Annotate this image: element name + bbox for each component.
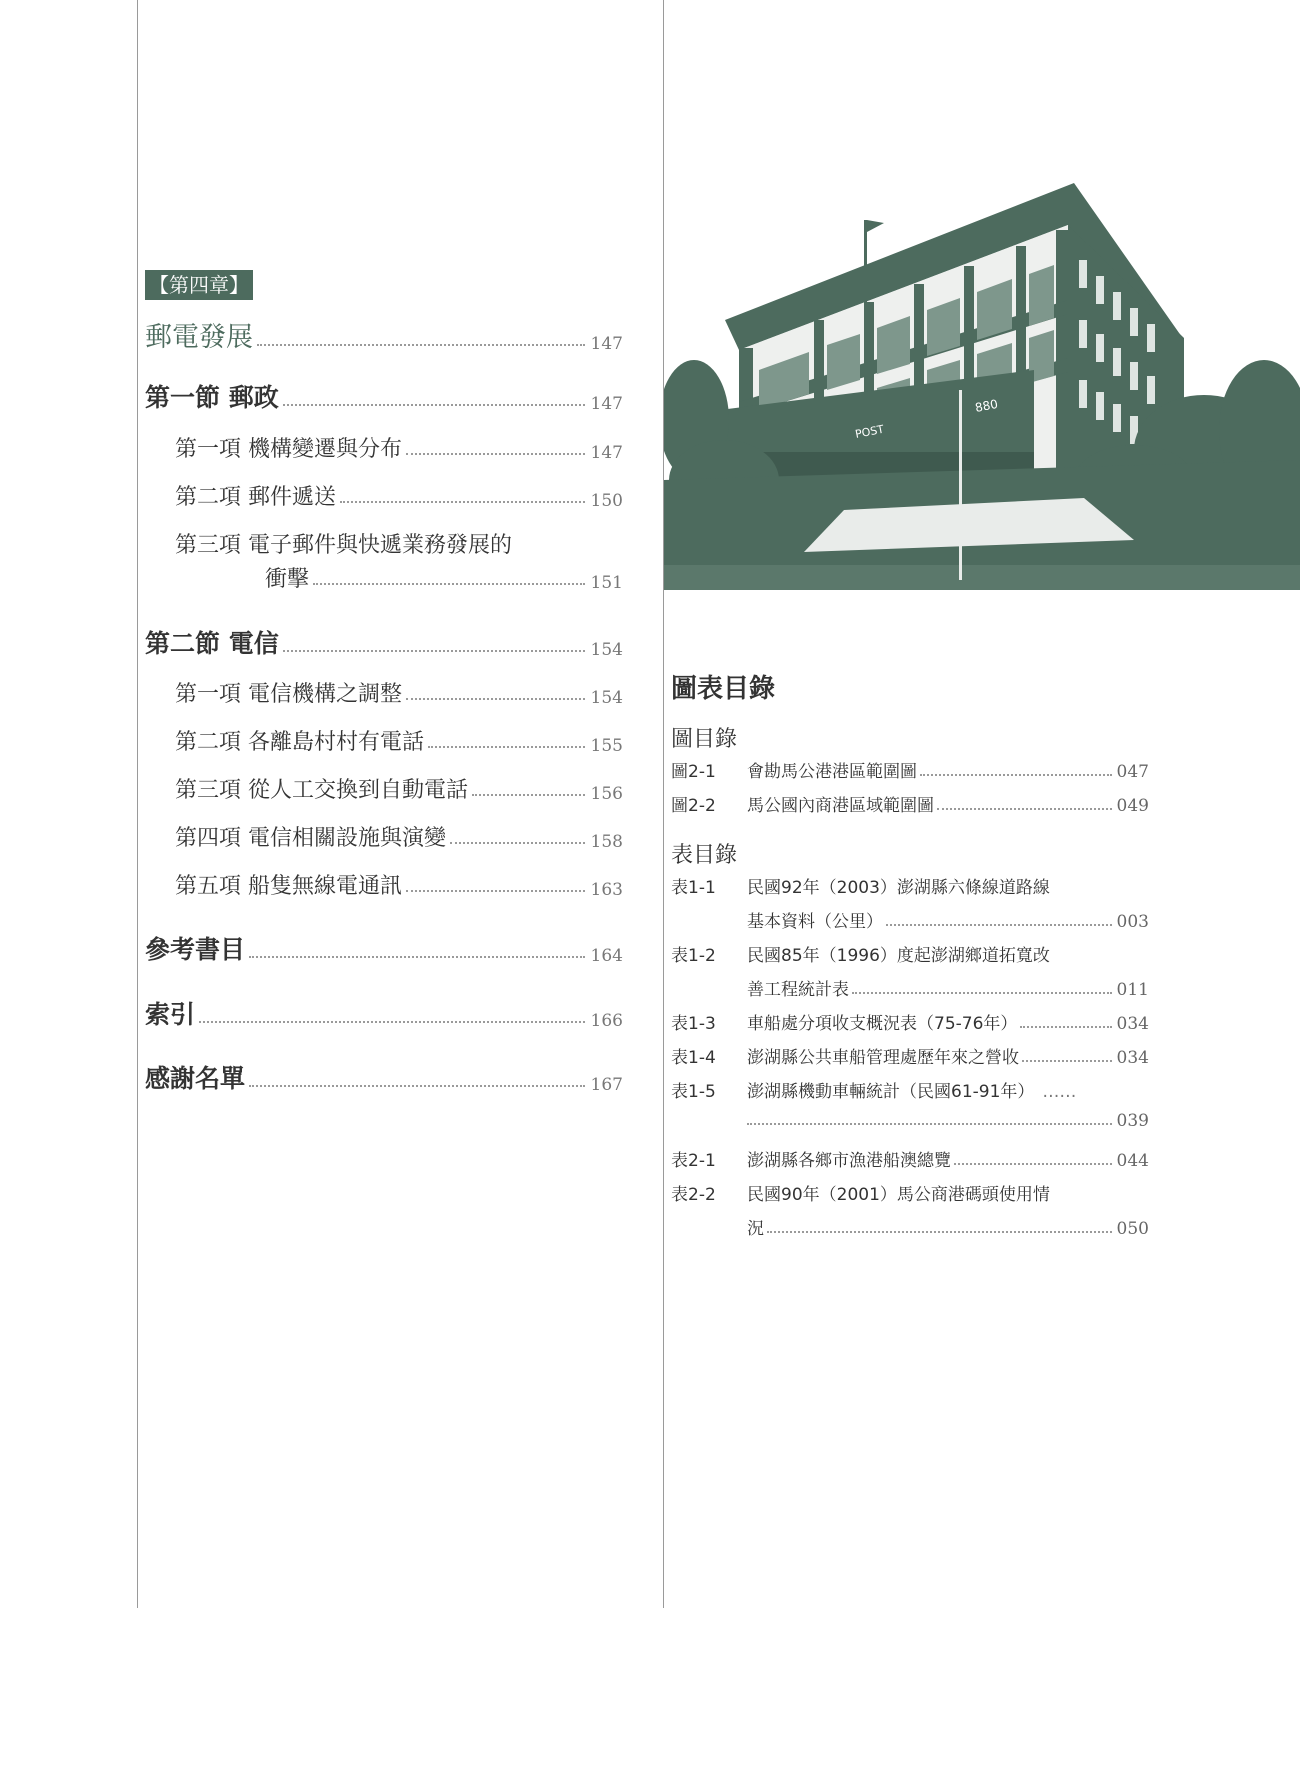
item-title: 第五項 船隻無線電通訊 — [175, 874, 402, 899]
chapter-label: 【第四章】 — [145, 270, 253, 300]
table-entry-line1[interactable] — [671, 941, 1149, 966]
page-number: 167 — [590, 1075, 623, 1095]
page-number: 049 — [1116, 796, 1149, 816]
dot-leader — [249, 1085, 585, 1087]
dot-leader — [428, 746, 585, 748]
dot-leader — [406, 698, 585, 700]
entry-title: 車船處分項收支概況表（75-76年） — [747, 1014, 1018, 1034]
page-number: 050 — [1116, 1219, 1149, 1239]
table-entry-line1[interactable] — [671, 873, 1149, 898]
dot-leader — [767, 1231, 1112, 1233]
page-number: 011 — [1116, 980, 1149, 1000]
table-entry-line2[interactable] — [671, 907, 1149, 932]
entry-code: 表1-4 — [671, 1048, 716, 1068]
toc-item-entry-line2[interactable] — [145, 562, 623, 593]
post-office-photo — [664, 180, 1300, 590]
dot-leader — [1022, 1060, 1112, 1062]
toc-tail-entry[interactable] — [145, 930, 623, 966]
dot-leader — [249, 956, 585, 958]
toc-item-entry[interactable] — [145, 869, 623, 900]
toc-tail-entry[interactable] — [145, 1059, 623, 1095]
table-entry-line2[interactable] — [671, 1214, 1149, 1239]
dot-leader — [954, 1163, 1112, 1165]
toc-item-entry-line1[interactable] — [145, 528, 623, 559]
page-number: 150 — [590, 491, 623, 511]
page-number: 147 — [590, 334, 623, 354]
entry-code: 表1-5 — [671, 1082, 716, 1102]
page-number: 147 — [590, 394, 623, 414]
entry-title-continued: 況 — [747, 1219, 764, 1239]
entry-title: 澎湖縣公共車船管理處歷年來之營收 — [747, 1048, 1019, 1068]
item-title: 第四項 電信相關設施與演變 — [175, 826, 446, 851]
page-number: 044 — [1116, 1151, 1149, 1171]
table-entry[interactable] — [671, 1146, 1149, 1171]
dot-leader — [199, 1021, 585, 1023]
page-number: 156 — [590, 784, 623, 804]
page-number: 158 — [590, 832, 623, 852]
page-number: 154 — [590, 640, 623, 660]
toc-item-entry[interactable] — [145, 725, 623, 756]
toc-main-entry[interactable] — [145, 315, 623, 354]
page-number: 151 — [590, 573, 623, 593]
toc-main-title: 郵電發展 — [145, 322, 253, 353]
dot-leader — [406, 453, 585, 455]
dot-leader — [1020, 1026, 1111, 1028]
section-title: 第一節 郵政 — [145, 383, 279, 412]
figures-subtitle: 圖目錄 — [671, 727, 738, 752]
entry-code: 表2-2 — [671, 1185, 716, 1205]
section-title: 第二節 電信 — [145, 629, 279, 658]
entry-title: 馬公國內商港區域範圍圖 — [747, 796, 934, 816]
dot-leader — [920, 774, 1112, 776]
page-number: 155 — [590, 736, 623, 756]
tail-title: 參考書目 — [145, 935, 246, 964]
table-entry-line1[interactable] — [671, 1180, 1149, 1205]
figure-entry[interactable] — [671, 757, 1149, 782]
item-title: 第二項 郵件遞送 — [175, 485, 336, 510]
item-title-continued: 衝擊 — [265, 567, 310, 592]
page-number: 147 — [590, 443, 623, 463]
entry-title: 澎湖縣機動車輛統計（民國61-91年） — [747, 1082, 1035, 1102]
dot-leader — [937, 808, 1112, 810]
entry-code: 表1-3 — [671, 1014, 716, 1034]
page-number: 154 — [590, 688, 623, 708]
entry-title: 民國90年（2001）馬公商港碼頭使用情 — [747, 1185, 1050, 1205]
toc-item-entry[interactable] — [145, 677, 623, 708]
lists-title: 圖表目錄 — [671, 674, 776, 704]
page-number: 047 — [1116, 762, 1149, 782]
entry-code: 圖2-2 — [671, 796, 716, 816]
entry-code: 表1-2 — [671, 946, 716, 966]
tail-title: 感謝名單 — [145, 1064, 246, 1093]
dot-leader — [472, 794, 585, 796]
toc-item-entry[interactable] — [145, 773, 623, 804]
item-title: 第三項 電子郵件與快遞業務發展的 — [175, 533, 512, 558]
table-entry-line1[interactable] — [671, 1077, 1149, 1102]
sign-number-text: 880 — [973, 396, 1000, 415]
left-margin-line — [137, 0, 138, 1608]
table-entry-line2[interactable] — [671, 975, 1149, 1000]
entry-title-continued: 善工程統計表 — [747, 980, 849, 1000]
toc-section-entry[interactable] — [145, 378, 623, 414]
tail-title: 索引 — [145, 1000, 196, 1029]
entry-title: 會勘馬公港港區範圍圖 — [747, 762, 917, 782]
table-entry[interactable] — [671, 1009, 1149, 1034]
table-entry[interactable] — [671, 1043, 1149, 1068]
dot-leader — [406, 890, 585, 892]
toc-item-entry[interactable] — [145, 480, 623, 511]
entry-title-continued: 基本資料（公里） — [747, 912, 883, 932]
entry-code: 表1-1 — [671, 878, 716, 898]
page-number: 164 — [590, 946, 623, 966]
toc-section-entry[interactable] — [145, 624, 623, 660]
dot-leader — [340, 501, 585, 503]
page-number: 166 — [590, 1011, 623, 1031]
page-number: 034 — [1116, 1048, 1149, 1068]
dot-leader — [450, 842, 585, 844]
toc-item-entry[interactable] — [145, 821, 623, 852]
dot-leader — [886, 924, 1112, 926]
entry-title: 民國92年（2003）澎湖縣六條線道路線 — [747, 878, 1050, 898]
item-title: 第一項 電信機構之調整 — [175, 682, 402, 707]
page-number: 039 — [1116, 1111, 1149, 1131]
dot-leader — [283, 650, 585, 652]
entry-title-ellipsis: …… — [1042, 1082, 1077, 1102]
tables-subtitle: 表目錄 — [671, 843, 738, 868]
dot-leader — [313, 583, 585, 585]
entry-code: 圖2-1 — [671, 762, 716, 782]
dot-leader — [283, 404, 585, 406]
sign-post-text: POST — [854, 422, 886, 441]
page-number: 163 — [590, 880, 623, 900]
item-title: 第三項 從人工交換到自動電話 — [175, 778, 468, 803]
entry-title: 澎湖縣各鄉市漁港船澳總覽 — [747, 1151, 951, 1171]
toc-tail-entry[interactable] — [145, 995, 623, 1031]
item-title: 第二項 各離島村村有電話 — [175, 730, 424, 755]
page-number: 003 — [1116, 912, 1149, 932]
dot-leader — [257, 344, 585, 346]
dot-leader — [747, 1123, 1112, 1125]
item-title: 第一項 機構變遷與分布 — [175, 437, 402, 462]
table-entry-line2[interactable] — [671, 1111, 1149, 1131]
entry-code: 表2-1 — [671, 1151, 716, 1171]
toc-item-entry[interactable] — [145, 432, 623, 463]
dot-leader — [852, 992, 1112, 994]
entry-title: 民國85年（1996）度起澎湖鄉道拓寬改 — [747, 946, 1050, 966]
page-number: 034 — [1116, 1014, 1149, 1034]
figure-entry[interactable] — [671, 791, 1149, 816]
